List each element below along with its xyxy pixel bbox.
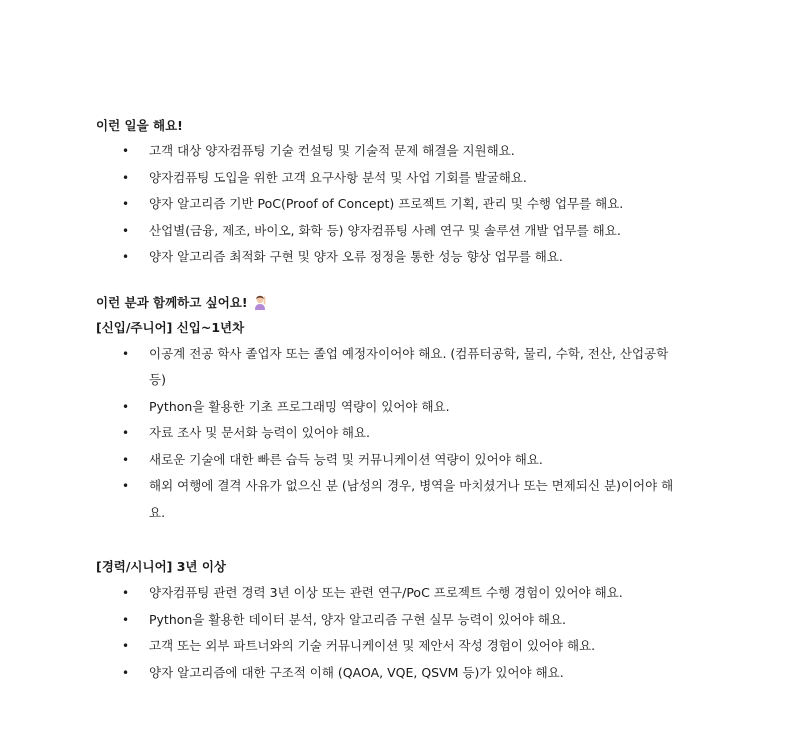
bullet-icon: • [122,170,130,185]
list-item: • 양자 알고리즘 기반 PoC(Proof of Concept) 프로젝트 기획, 관리 및 수행 업무를 해요. [96,191,716,218]
bullet-icon: • [122,612,130,627]
bullet-icon: • [122,479,130,493]
list-item: • 양자 알고리즘에 대한 구조적 이해 (QAOA, VQE, QSVM 등)가 있어야 해요. [96,660,716,687]
list-item: • 양자컴퓨팅 관련 경력 3년 이상 또는 관련 연구/PoC 프로젝트 수행 경험이 있어야 해요. [96,580,716,607]
section-heading-qualifications [96,291,716,315]
list-item: • 고객 대상 양자컴퓨팅 기술 컨설팅 및 기술적 문제 해결을 지원해요. [96,138,716,165]
list-item: • Python을 활용한 기초 프로그래밍 역량이 있어야 해요. [96,394,716,421]
person-raising-hand-icon [252,294,268,310]
bullet-icon: • [122,426,130,440]
list-item: • 양자 알고리즘 최적화 구현 및 양자 오류 정정을 통한 성능 향상 업무를 해요. [96,244,716,271]
junior-requirements-list [96,341,716,527]
junior-heading: [신입/주니어] 신입~1년차 [96,319,245,335]
bullet-icon: • [122,250,130,264]
bullet-icon: • [122,197,130,211]
section-heading-qualifications-text: 이런 분과 함께하고 싶어요! [96,294,248,310]
duties-list [96,138,716,271]
bullet-icon: • [122,586,130,600]
section-heading-duties-text: 이런 일을 해요! [96,118,183,133]
list-item: • Python을 활용한 데이터 분석, 양자 알고리즘 구현 실무 능력이 있어야 해요. [96,607,716,634]
list-item: • 새로운 기술에 대한 빠른 습득 능력 및 커뮤니케이션 역량이 있어야 해요. [96,447,716,474]
senior-requirements-list [96,580,716,686]
bullet-icon: • [122,346,130,361]
bullet-icon: • [122,399,130,414]
list-item: • 양자컴퓨팅 도입을 위한 고객 요구사항 분석 및 사업 기회를 발굴해요. [96,165,716,192]
list-item: • 자료 조사 및 문서화 능력이 있어야 해요. [96,420,716,447]
bullet-icon: • [122,452,130,467]
list-item: • 이공계 전공 학사 졸업자 또는 졸업 예정자이어야 해요. (컴퓨터공학, 물리, 수학, 전산, 산업공학 등) [96,341,689,394]
section-heading-duties [96,114,716,138]
bullet-icon: • [122,639,130,653]
bullet-icon: • [122,223,130,238]
list-item: • 고객 또는 외부 파트너와의 기술 커뮤니케이션 및 제안서 작성 경험이 있어야 해요. [96,633,716,660]
list-item: • 해외 여행에 결격 사유가 없으신 분 (남성의 경우, 병역을 마치셨거나 또는 면제되신 분)이어야 해요. [96,473,689,526]
senior-heading: [경력/시니어] 3년 이상 [96,559,226,574]
list-item: • 산업별(금융, 제조, 바이오, 화학 등) 양자컴퓨팅 사례 연구 및 솔루션 개발 업무를 해요. [96,218,716,245]
bullet-icon: • [122,144,130,158]
bullet-icon: • [122,665,130,680]
job-description-document [96,114,716,686]
